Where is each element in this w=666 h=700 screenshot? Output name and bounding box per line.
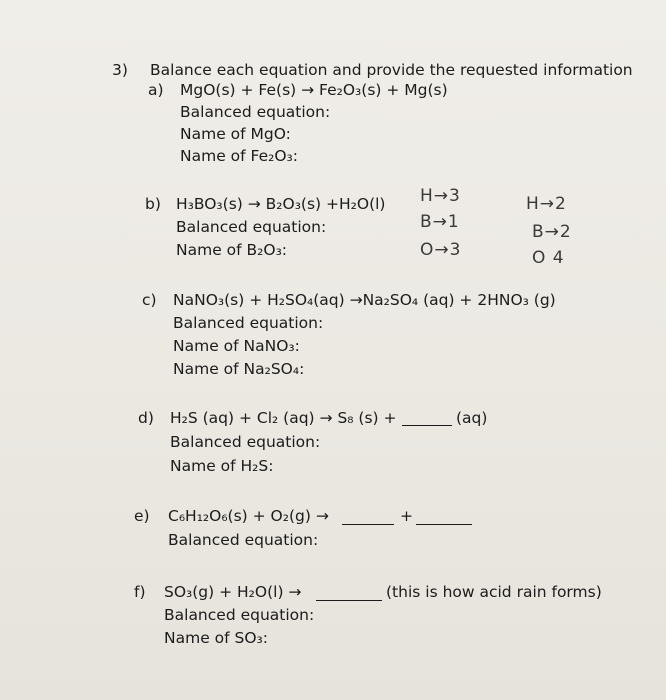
part-e-plus: + (400, 507, 413, 525)
part-f-letter: f) (134, 583, 146, 601)
part-f-equation: SO₃(g) + H₂O(l) → (164, 583, 302, 601)
part-c-balanced-label: Balanced equation: (173, 314, 324, 332)
part-e-balanced-label: Balanced equation: (168, 531, 319, 549)
part-e-equation: C₆H₁₂O₆(s) + O₂(g) → (168, 507, 329, 525)
part-a-name-fe2o3: Name of Fe₂O₃: (180, 147, 298, 165)
part-d-tail: (aq) (456, 409, 488, 427)
part-a-equation: MgO(s) + Fe(s) → Fe₂O₃(s) + Mg(s) (180, 81, 448, 99)
part-c-letter: c) (142, 291, 157, 309)
part-e-blank-1 (342, 510, 394, 525)
part-d-name-h2s: Name of H₂S: (170, 457, 274, 475)
handwritten-o-right: O 4 (532, 248, 565, 268)
part-c-name-na2so4: Name of Na₂SO₄: (173, 360, 305, 378)
part-e-blank-2 (416, 510, 472, 525)
part-b-letter: b) (145, 195, 161, 213)
part-b-balanced-label: Balanced equation: (176, 218, 327, 236)
part-d-equation: H₂S (aq) + Cl₂ (aq) → S₈ (s) + (170, 409, 397, 427)
part-a-letter: a) (148, 81, 164, 99)
handwritten-o-left: O→3 (420, 240, 462, 260)
part-b-name-b2o3: Name of B₂O₃: (176, 241, 288, 259)
part-c-equation: NaNO₃(s) + H₂SO₄(aq) →Na₂SO₄ (aq) + 2HNO₃ (g) (173, 291, 556, 309)
part-f-name-so3: Name of SO₃: (164, 629, 268, 647)
handwritten-b-left: B→1 (420, 212, 460, 232)
part-d-answer-blank (402, 411, 452, 426)
question-number: 3) (112, 61, 128, 79)
part-e-letter: e) (134, 507, 150, 525)
handwritten-h-left: H→3 (420, 186, 461, 206)
question-title: Balance each equation and provide the requested information (150, 61, 633, 79)
handwritten-h-right: H→2 (526, 194, 567, 214)
handwritten-b-right: B→2 (532, 222, 572, 242)
part-f-balanced-label: Balanced equation: (164, 606, 315, 624)
part-a-balanced-label: Balanced equation: (180, 103, 331, 121)
part-d-letter: d) (138, 409, 154, 427)
part-b-equation: H₃BO₃(s) → B₂O₃(s) +H₂O(l) (176, 195, 386, 213)
part-d-balanced-label: Balanced equation: (170, 433, 321, 451)
part-f-answer-blank (316, 586, 382, 601)
part-f-tail: (this is how acid rain forms) (386, 583, 602, 601)
part-c-name-nano3: Name of NaNO₃: (173, 337, 300, 355)
part-a-name-mgo: Name of MgO: (180, 125, 291, 143)
